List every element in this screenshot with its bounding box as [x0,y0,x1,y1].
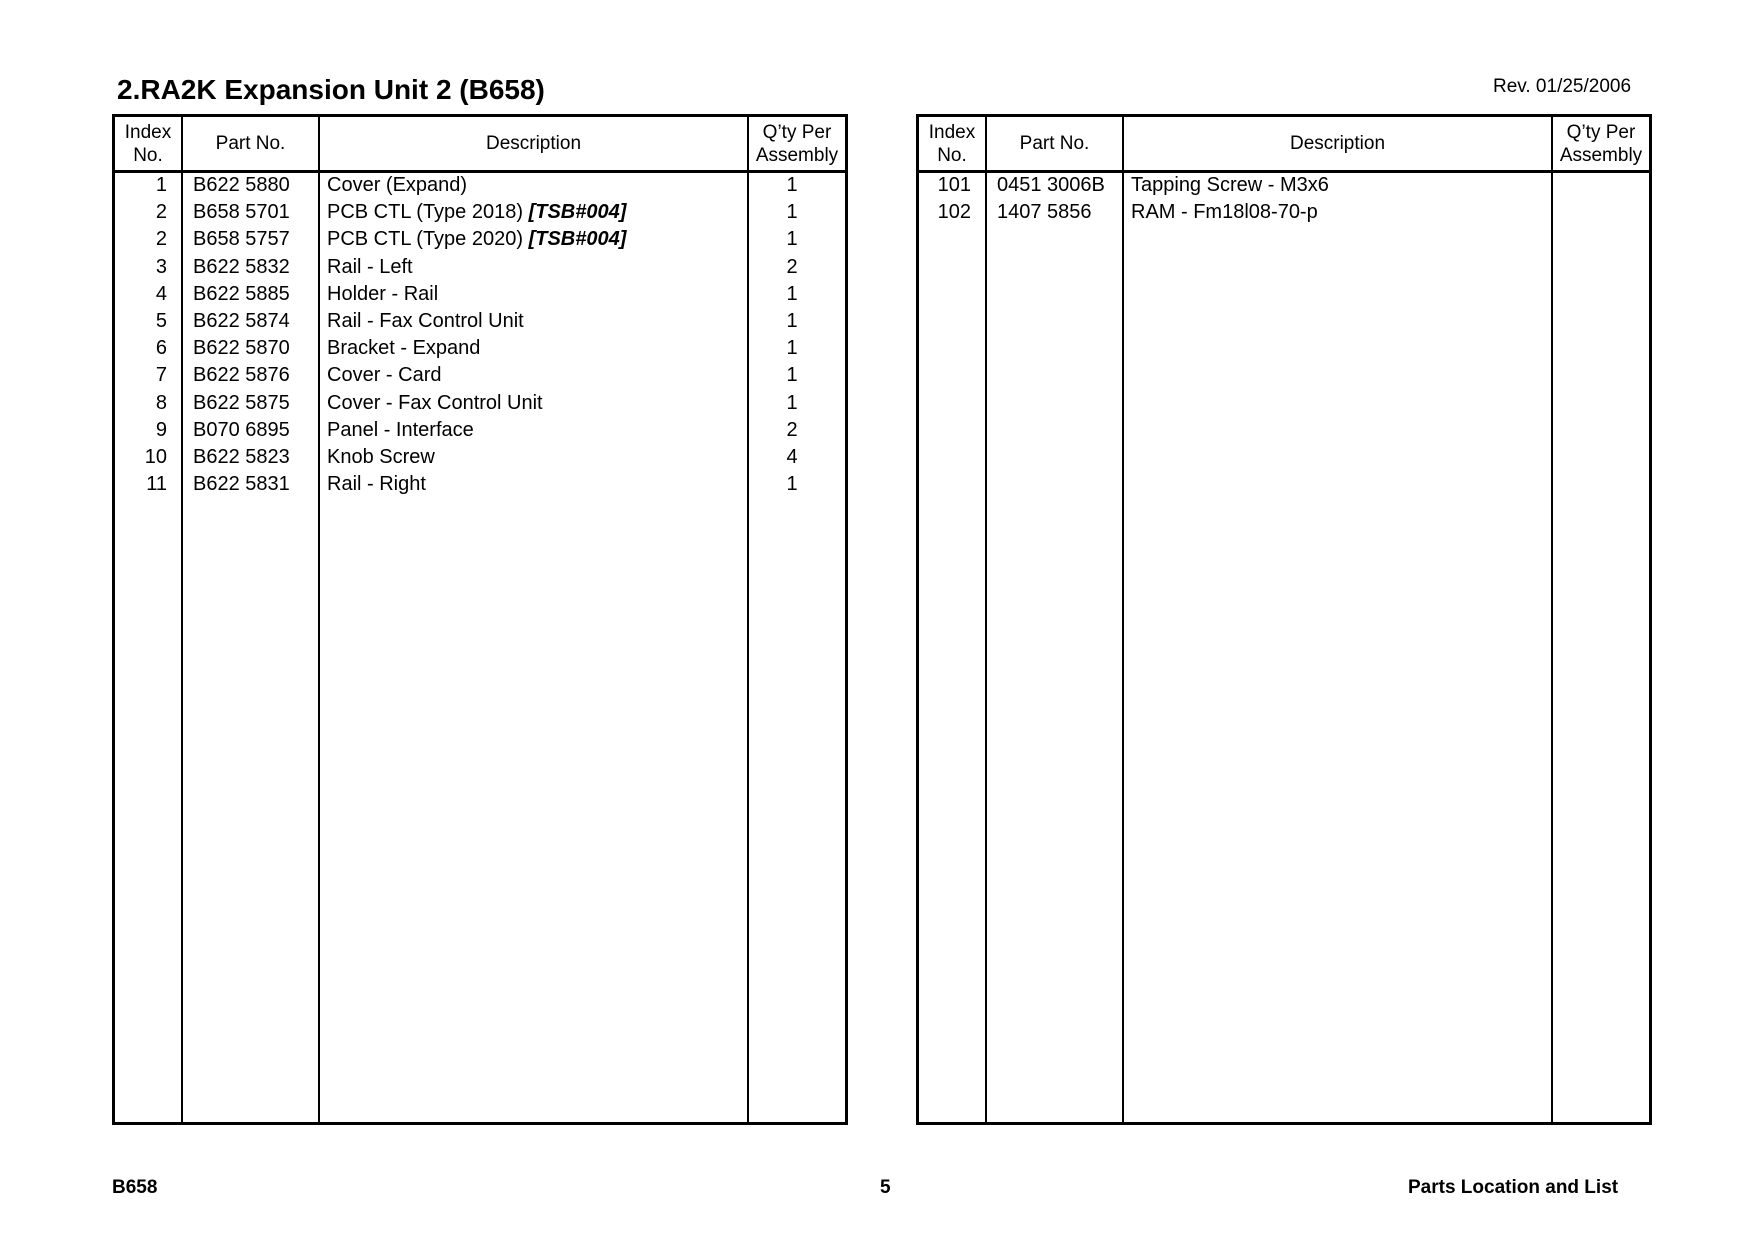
row-description-text: Rail - Fax Control Unit [327,310,524,332]
header-qty: Q’ty Per Assembly [755,121,839,166]
revision-date: Rev. 01/25/2006 [1493,76,1632,97]
row-description [327,362,743,389]
table-row [115,390,845,417]
table-row [115,417,845,444]
row-description-text: Cover - Fax Control Unit [327,391,543,414]
row-description-text: Cover - Card [327,364,442,387]
row-index: 2 [155,228,167,251]
row-part-no: B622 5876 [193,364,290,387]
tsb-reference: [TSB#004] [528,201,627,224]
row-index: 1 [155,174,167,196]
row-description [1131,172,1547,199]
row-description-text: RAM - Fm18l08-70-p [1131,201,1318,224]
table-row [115,335,845,362]
row-description [1131,199,1547,226]
row-index: 3 [155,255,167,278]
row-description [327,199,743,226]
row-part-no: B622 5874 [193,310,290,332]
row-part-no: B622 5831 [193,473,290,496]
table-row [115,281,845,308]
table-row [115,172,845,199]
row-index: 101 [937,174,971,196]
row-index: 102 [937,201,971,224]
row-part-no: B658 5757 [193,228,290,251]
row-part-no: B622 5885 [193,282,290,305]
row-part-no: 0451 3006B [997,174,1105,196]
row-description-text: Knob Screw [327,446,435,468]
row-part-no: 1407 5856 [997,201,1092,224]
footer-section: Parts Location and List [1408,1177,1619,1198]
parts-table-right [916,114,1652,1125]
row-part-no: B070 6895 [193,418,290,441]
row-qty: 1 [786,201,798,224]
row-description-text: Bracket - Expand [327,337,481,360]
table-row [115,444,845,471]
row-description-text: Holder - Rail [327,282,439,305]
row-description [327,471,743,498]
row-description-text: Tapping Screw - M3x6 [1131,174,1329,196]
page-title: 2.RA2K Expansion Unit 2 (B658) [117,74,545,105]
row-qty: 1 [786,174,798,196]
row-description-text: Rail - Left [327,255,413,278]
row-description-text: Cover (Expand) [327,174,468,196]
header-index: Index No. [124,121,172,166]
table-row [115,254,845,281]
row-index: 7 [155,364,167,387]
row-description [327,226,743,253]
row-description [327,172,743,199]
footer-page-number: 5 [880,1177,891,1198]
row-index: 9 [155,418,167,441]
row-qty: 1 [786,337,798,360]
table-row [919,172,1649,199]
row-index: 5 [155,310,167,332]
footer-model: B658 [112,1177,158,1198]
row-index: 6 [155,337,167,360]
row-part-no: B622 5832 [193,255,290,278]
row-qty [1553,199,1639,226]
header-qty: Q’ty Per Assembly [1559,121,1643,166]
row-qty: 1 [786,282,798,305]
row-description-text: Panel - Interface [327,418,474,441]
table-row [919,199,1649,226]
header-description: Description [1289,133,1386,154]
row-description [327,254,743,281]
header-index: Index No. [928,121,976,166]
row-description [327,417,743,444]
table-row [115,471,845,498]
row-part-no: B622 5880 [193,174,290,196]
row-part-no: B622 5823 [193,446,290,468]
row-description [327,308,743,335]
table-row [115,308,845,335]
row-index: 2 [155,201,167,224]
row-description-text: Rail - Right [327,473,426,496]
row-qty: 1 [786,310,798,332]
row-description [327,390,743,417]
row-description [327,335,743,362]
row-index: 4 [155,282,167,305]
tsb-reference: [TSB#004] [528,228,627,251]
row-qty: 1 [786,473,798,496]
table-row [115,226,845,253]
row-qty [1553,172,1639,199]
row-index: 8 [155,391,167,414]
row-qty: 1 [786,391,798,414]
row-description-text: PCB CTL (Type 2018) [327,201,529,224]
header-part-no: Part No. [215,133,286,154]
row-qty: 2 [786,255,798,278]
row-part-no: B622 5875 [193,391,290,414]
row-index: 10 [144,446,167,468]
row-part-no: B658 5701 [193,201,290,224]
row-part-no: B622 5870 [193,337,290,360]
row-qty: 1 [786,364,798,387]
row-qty: 2 [786,418,798,441]
row-description [327,444,743,471]
row-index: 11 [146,473,167,496]
row-qty: 4 [786,446,798,468]
header-part-no: Part No. [1019,133,1090,154]
parts-table-left [112,114,848,1125]
table-row [115,362,845,389]
header-description: Description [485,133,582,154]
row-description [327,281,743,308]
row-description-text: PCB CTL (Type 2020) [327,228,529,251]
table-row [115,199,845,226]
row-qty: 1 [786,228,798,251]
